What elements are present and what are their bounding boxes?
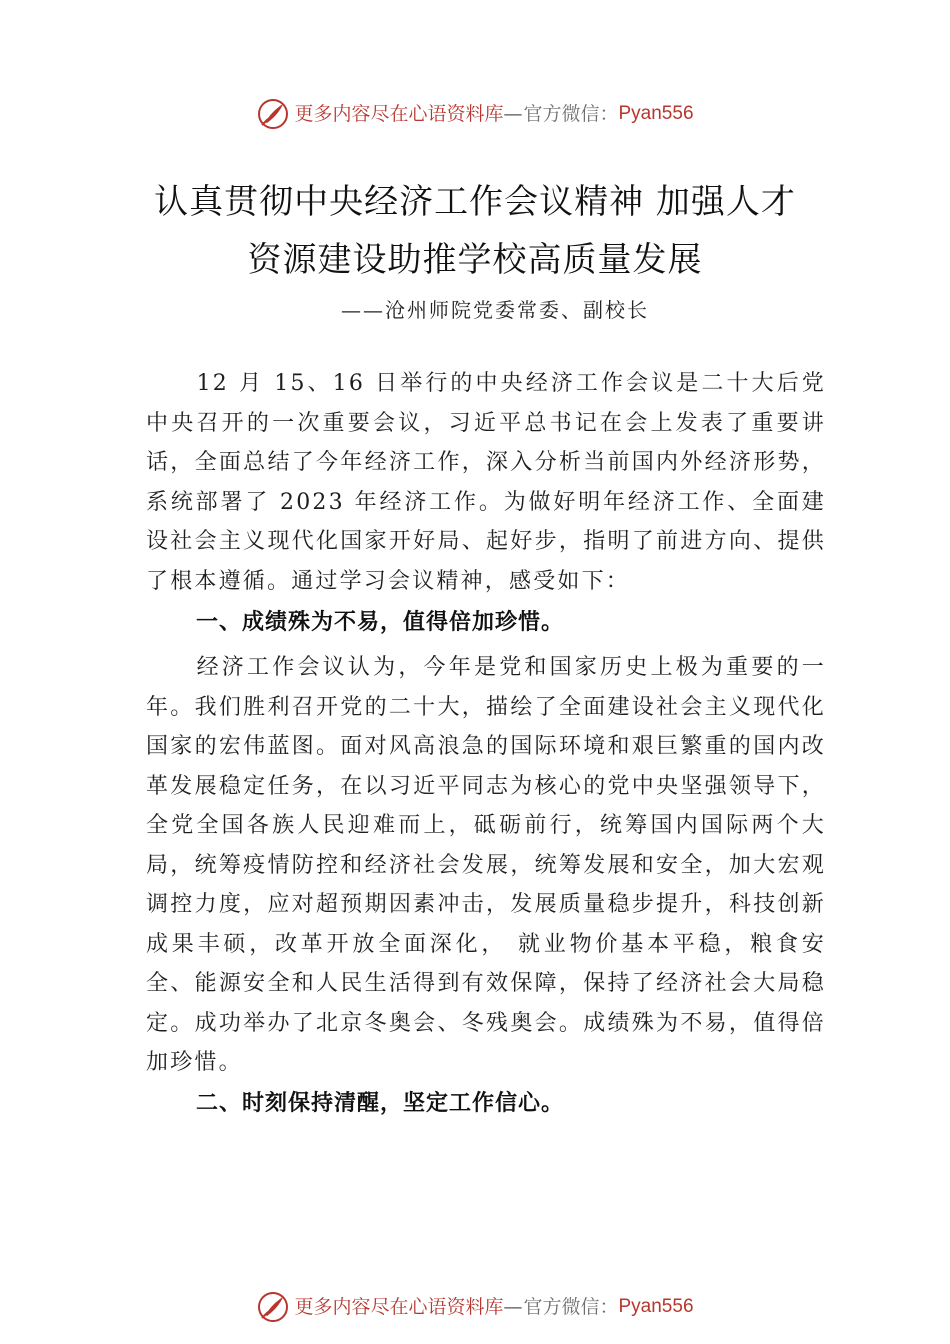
body-section-2: [146, 648, 826, 1083]
watermark-separator: —: [503, 103, 524, 125]
document-title-line-1: 认真贯彻中央经济工作会议精神 加强人才: [154, 182, 796, 222]
section-heading-1: 一、成绩殊为不易，值得倍加珍惜。: [196, 610, 565, 635]
watermark-library-text: 更多内容尽在心语资料库: [294, 1296, 504, 1318]
watermark-wechat-id: Pyan556: [618, 103, 694, 124]
quill-logo-icon: [256, 1290, 290, 1324]
body-section-1: [146, 364, 826, 601]
section-heading-2: 二、时刻保持清醒，坚定工作信心。: [196, 1091, 565, 1116]
header-watermark: [0, 97, 950, 131]
watermark-wechat-id: Pyan556: [618, 1296, 694, 1317]
watermark-library-text: 更多内容尽在心语资料库: [294, 103, 504, 125]
paragraph-intro: 12 月 15、16 日举行的中央经济工作会议是二十大后党中央召开的一次重要会议，习近平总书记在会上发表了重要讲话，全面总结了今年经济工作，深入分析当前国内外经济形势，系统部署了 2023 年经济工作。为做好明年经济工作、全面建设社会主义现代化国家开好局、起好步，指明了前进方向、提供了根本遵循。通过学习会议精神，感受如下：: [146, 371, 826, 594]
watermark-separator: —: [503, 1296, 524, 1318]
watermark-wechat-label: 官方微信：: [523, 103, 619, 125]
quill-logo-icon: [256, 97, 290, 131]
paragraph-achievements: 经济工作会议认为，今年是党和国家历史上极为重要的一年。我们胜利召开党的二十大，描绘了全面建设社会主义现代化国家的宏伟蓝图。面对风高浪急的国际环境和艰巨繁重的国内改革发展稳定任务，在以习近平同志为核心的党中央坚强领导下，全党全国各族人民迎难而上，砥砺前行，统筹国内国际两个大局，统筹疫情防控和经济社会发展，统筹发展和安全，加大宏观调控力度，应对超预期因素冲击，发展质量稳步提升，科技创新成果丰硕，改革开放全面深化， 就业物价基本平稳，粮食安全、能源安全和人民生活得到有效保障，保持了经济社会大局稳定。成功举办了北京冬奥会、冬残奥会。成绩殊为不易，值得倍加珍惜。: [146, 655, 826, 1075]
document-byline: ——沧州师院党委常委、副校长: [341, 298, 649, 322]
footer-watermark: [0, 1290, 950, 1324]
document-title-line-2: 资源建设助推学校高质量发展: [247, 240, 703, 280]
watermark-wechat-label: 官方微信：: [523, 1296, 619, 1318]
